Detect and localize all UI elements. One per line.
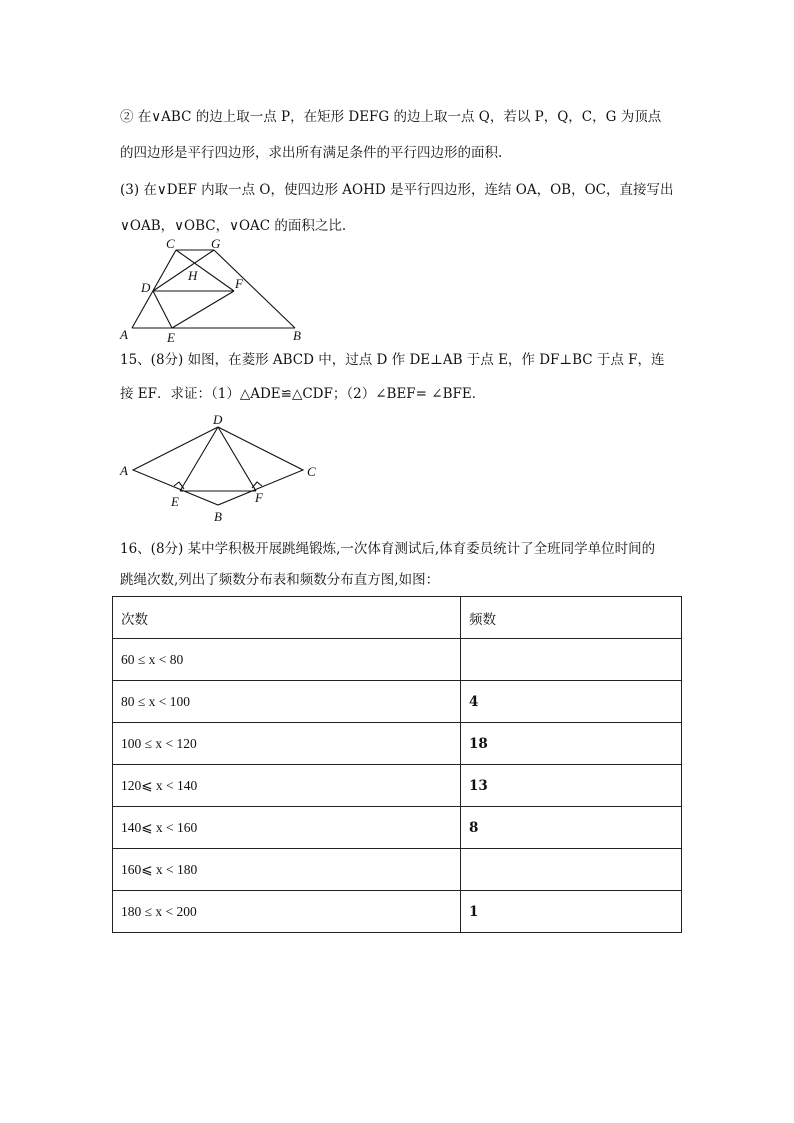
table-cell-frequency — [461, 849, 682, 891]
fig1-label-c: C — [166, 236, 175, 251]
q14-part2-line1: ② 在∨ABC 的边上取一点 P，在矩形 DEFG 的边上取一点 Q，若以 P，Q，C，G 为顶点 — [120, 109, 662, 125]
table-cell-range: 160⩽ x < 180 — [113, 849, 461, 891]
fig2-label-e: E — [171, 494, 179, 509]
table-row — [113, 639, 682, 681]
fig1-label-f: F — [235, 276, 243, 291]
q14-part3-line2: ∨OAB，∨OBC，∨OAC 的面积之比. — [120, 218, 347, 234]
fig2-label-a: A — [120, 463, 128, 478]
table-row — [113, 891, 682, 933]
table-cell-range: 60 ≤ x < 80 — [113, 639, 461, 681]
table-cell-range: 180 ≤ x < 200 — [113, 891, 461, 933]
table-row — [113, 807, 682, 849]
table-cell-frequency — [461, 639, 682, 681]
fig1-label-d: D — [141, 280, 151, 295]
fig2-label-c: C — [307, 464, 316, 479]
table-cell-frequency: 1 — [461, 891, 682, 933]
frequency-table — [112, 596, 682, 933]
table-cell-range: 120⩽ x < 140 — [113, 765, 461, 807]
fig2-label-f: F — [255, 490, 263, 505]
table-cell-range: 140⩽ x < 160 — [113, 807, 461, 849]
q15-line1: 15、(8分) 如图，在菱形 ABCD 中，过点 D 作 DE⊥AB 于点 E，作 DF⊥BC 于点 F，连 — [120, 352, 665, 368]
table-cell-frequency: 13 — [461, 765, 682, 807]
fig1-label-e: E — [167, 330, 175, 345]
table-cell-frequency: 8 — [461, 807, 682, 849]
table-row — [113, 849, 682, 891]
table-cell-frequency: 18 — [461, 723, 682, 765]
figure-trapezoid-diagram — [110, 236, 320, 346]
table-header-frequency: 频数 — [461, 597, 682, 639]
fig2-label-d: D — [213, 412, 223, 427]
table-cell-range: 100 ≤ x < 120 — [113, 723, 461, 765]
q14-part2-line2: 的四边形是平行四边形，求出所有满足条件的平行四边形的面积. — [120, 145, 503, 161]
fig1-label-a: A — [120, 327, 128, 342]
figure-rhombus-diagram — [115, 410, 325, 528]
fig1-label-b: B — [293, 328, 301, 343]
q16-line2: 跳绳次数,列出了频数分布表和频数分布直方图,如图： — [120, 572, 440, 588]
q16-line1: 16、(8分) 某中学积极开展跳绳锻炼,一次体育测试后,体育委员统计了全班同学单位时间的 — [120, 541, 656, 557]
fig1-label-g: G — [211, 236, 221, 251]
table-header-row — [113, 597, 682, 639]
q15-line2: 接 EF．求证：（1）△ADE≌△CDF；（2）∠BEF= ∠BFE． — [120, 386, 486, 402]
table-row — [113, 681, 682, 723]
table-cell-range: 80 ≤ x < 100 — [113, 681, 461, 723]
fig2-label-b: B — [214, 509, 222, 524]
table-row — [113, 765, 682, 807]
q14-part3-line1: (3) 在∨DEF 内取一点 O，使四边形 AOHD 是平行四边形，连结 OA，OB，OC，直接写出 — [120, 182, 674, 198]
table-row — [113, 723, 682, 765]
table-header-times: 次数 — [113, 597, 461, 639]
fig1-label-h: H — [188, 268, 198, 283]
table-cell-frequency: 4 — [461, 681, 682, 723]
